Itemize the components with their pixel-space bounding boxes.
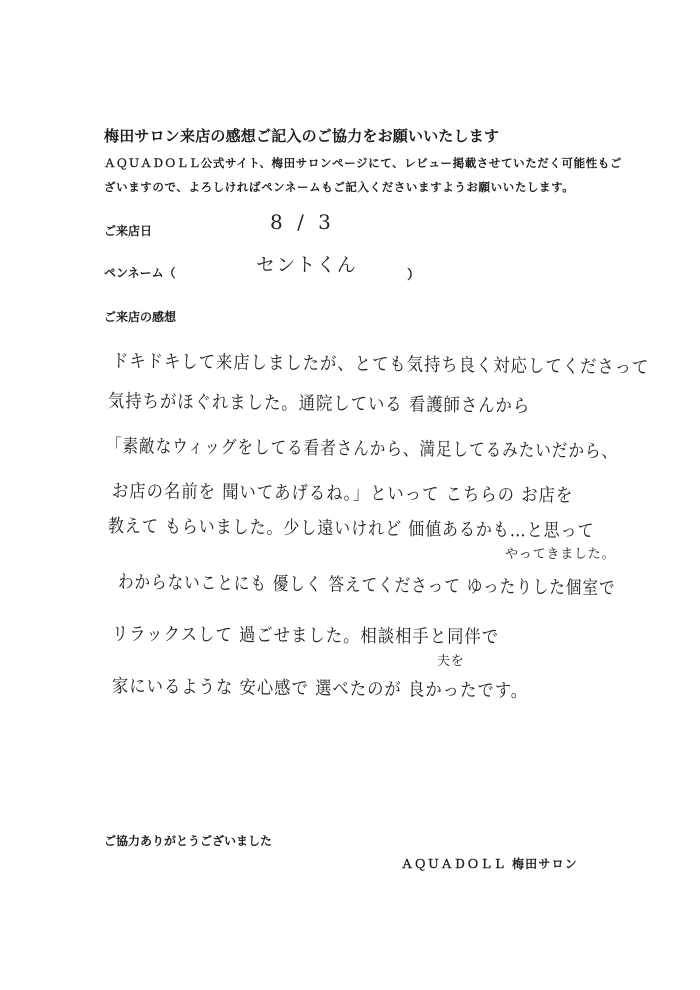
impression-line-7: リラックスして 過ごせました。相談相手と同伴で: [111, 624, 500, 649]
impression-line-5: 教えて もらいました。少し遠いけれど 価値あるかも…と思って: [107, 516, 595, 542]
impression-line-4: お店の名前を 聞いてあげるね。」といって こちらの お店を: [111, 481, 574, 507]
intro-text-line-2: ざいますので、よろしければペンネームもご記入くださいますようお願いいたします。: [104, 180, 575, 194]
footer-signature: ＡＱＵＡＤＯＬＬ 梅田サロン: [401, 857, 578, 871]
intro-text-line-1: ＡＱＵＡＤＯＬＬ公式サイト、梅田サロンページにて、レビュー掲載させていただく可能性もご: [104, 156, 622, 170]
penname-label: ペンネーム（: [104, 266, 176, 280]
penname-value: セントくん: [256, 254, 358, 276]
impression-line-7-note: 夫を: [437, 654, 465, 669]
impression-line-2: 気持ちがほぐれました。通院している 看護師さんから: [107, 391, 531, 418]
impression-line-5-continued: やってきました。: [505, 547, 616, 562]
page-title: 梅田サロン来店の感想ご記入のご協力をお願いいたします: [104, 127, 500, 145]
footer-thanks: ご協力ありがとうございました: [104, 834, 273, 848]
visit-date-value: 8 / 3: [270, 210, 335, 234]
impression-line-6: わからないことにも 優しく 答えてくださって ゆったりした個室で: [117, 572, 616, 600]
visit-date-label: ご来店日: [104, 224, 153, 238]
impression-line-1: ドキドキして来店しましたが、とても気持ち良く対応してくださって: [111, 351, 650, 379]
impression-line-3: 「素敵なウィッグをしてる看者さんから、満足してるみたいだから、: [105, 436, 619, 463]
impression-label: ご来店の感想: [104, 310, 177, 324]
impression-line-8: 家にいるような 安心感で 選べたのが 良かったです。: [111, 676, 529, 702]
penname-close-paren: ）: [407, 268, 421, 283]
